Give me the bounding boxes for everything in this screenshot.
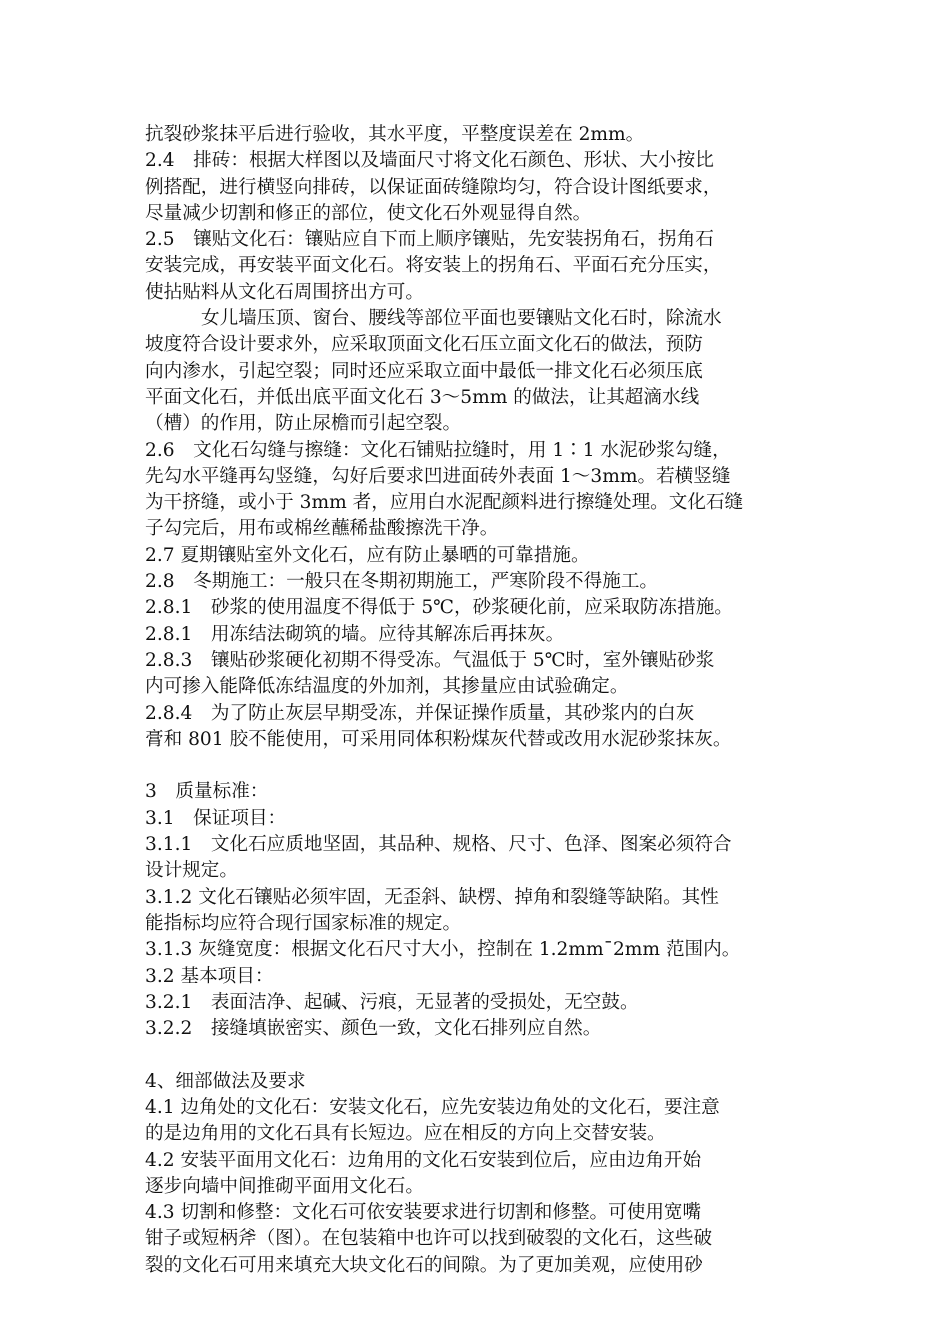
- text-line: 子勾完后，用布或棉丝蘸稀盐酸擦洗干净。: [145, 518, 499, 540]
- text-line: 为干挤缝，或小于 3mm 者，应用白水泥配颜料进行擦缝处理。文化石缝: [145, 492, 744, 514]
- text-line: 膏和 801 胶不能使用，可采用同体积粉煤灰代替或改用水泥砂浆抹灰。: [145, 728, 732, 750]
- text-line: 钳子或短柄斧（图）。在包装箱中也许可以找到破裂的文化石，这些破: [145, 1228, 713, 1250]
- text-line: 3.2.2 接缝填嵌密实、颜色一致，文化石排列应自然。: [145, 1018, 602, 1040]
- text-line: 女儿墙压顶、窗台、腰线等部位平面也要镶贴文化石时，除流水: [201, 308, 722, 330]
- text-line: 2.8.1 用冻结法砌筑的墙。应待其解冻后再抹灰。: [145, 623, 565, 645]
- section-heading: 4、细部做法及要求: [145, 1070, 306, 1092]
- text-line: 设计规定。: [145, 860, 238, 882]
- text-line: 3.1.3 灰缝宽度：根据文化石尺寸大小，控制在 1.2mm¯2mm 范围内。: [145, 939, 741, 961]
- text-line: 2.7 夏期镶贴室外文化石，应有防止暴晒的可靠措施。: [145, 544, 590, 566]
- text-line: 3.1.2 文化石镶贴必须牢固，无歪斜、缺楞、掉角和裂缝等缺陷。其性: [145, 886, 719, 908]
- text-line: 能指标均应符合现行国家标准的规定。: [145, 912, 462, 934]
- text-line: 的是边角用的文化石具有长短边。应在相反的方向上交替安装。: [145, 1123, 666, 1145]
- text-line: 4.1 边角处的文化石：安装文化石，应先安装边角处的文化石，要注意: [145, 1096, 720, 1118]
- text-line: 2.4 排砖：根据大样图以及墙面尺寸将文化石颜色、形状、大小按比: [145, 150, 714, 172]
- blank-line: [145, 753, 825, 779]
- text-line: 先勾水平缝再勾竖缝，勾好后要求凹进面砖外表面 1～3mm。若横竖缝: [145, 465, 731, 487]
- text-line: 3.2.1 表面洁净、起碱、污痕，无显著的受损处，无空鼓。: [145, 991, 639, 1013]
- text-line: 3.2 基本项目：: [145, 965, 274, 987]
- text-line: 向内渗水，引起空裂；同时还应采取立面中最低一排文化石必须压底: [145, 360, 703, 382]
- text-line: 2.5 镶贴文化石：镶贴应自下而上顺序镶贴，先安装拐角石，拐角石: [145, 229, 714, 251]
- text-line: 内可掺入能降低冻结温度的外加剂，其掺量应由试验确定。: [145, 676, 629, 698]
- text-line: 抗裂砂浆抹平后进行验收，其水平度，平整度误差在 2mm。: [145, 124, 645, 145]
- text-line: 2.8 冬期施工：一般只在冬期初期施工，严寒阶段不得施工。: [145, 571, 659, 593]
- text-line: 4.3 切割和修整：文化石可依安装要求进行切割和修整。可使用宽嘴: [145, 1202, 702, 1224]
- text-line: 使拈贴料从文化石周围挤出方可。: [145, 281, 424, 303]
- text-line: 安装完成，再安装平面文化石。将安装上的拐角石、平面石充分压实，: [145, 255, 722, 277]
- text-line: 逐步向墙中间推砌平面用文化石。: [145, 1175, 424, 1197]
- text-line: 3.1 保证项目：: [145, 807, 287, 829]
- text-line: 3.1.1 文化石应质地坚固，其品种、规格、尺寸、色泽、图案必须符合: [145, 834, 732, 856]
- text-line: （槽）的作用，防止尿檐而引起空裂。: [145, 413, 462, 435]
- text-line: 2.8.3 镶贴砂浆硬化初期不得受冻。气温低于 5℃时，室外镶贴砂浆: [145, 649, 715, 671]
- text-line: 平面文化石，并低出底平面文化石 3～5mm 的做法，让其超滴水线: [145, 386, 700, 408]
- text-line: 2.8.1 砂浆的使用温度不得低于 5℃，砂浆硬化前，应采取防冻措施。: [145, 597, 733, 619]
- text-line: 尽量减少切割和修正的部位，使文化石外观显得自然。: [145, 202, 592, 224]
- blank-line: [145, 1042, 825, 1068]
- section-heading: 3 质量标准：: [145, 781, 269, 803]
- text-line: 4.2 安装平面用文化石：边角用的文化石安装到位后，应由边角开始: [145, 1149, 702, 1171]
- text-line: 2.8.4 为了防止灰层早期受冻，并保证操作质量，其砂浆内的白灰: [145, 702, 695, 724]
- text-line: 2.6 文化石勾缝与擦缝：文化石铺贴拉缝时，用 1∶1 水泥砂浆勾缝，: [145, 439, 731, 461]
- document-body: [145, 122, 825, 1279]
- text-line: 裂的文化石可用来填充大块文化石的间隙。为了更加美观，应使用砂: [145, 1254, 703, 1276]
- text-line: 坡度符合设计要求外，应采取顶面文化石压立面文化石的做法，预防: [145, 334, 703, 356]
- text-line: 例搭配，进行横竖向排砖，以保证面砖缝隙均匀，符合设计图纸要求，: [145, 176, 722, 198]
